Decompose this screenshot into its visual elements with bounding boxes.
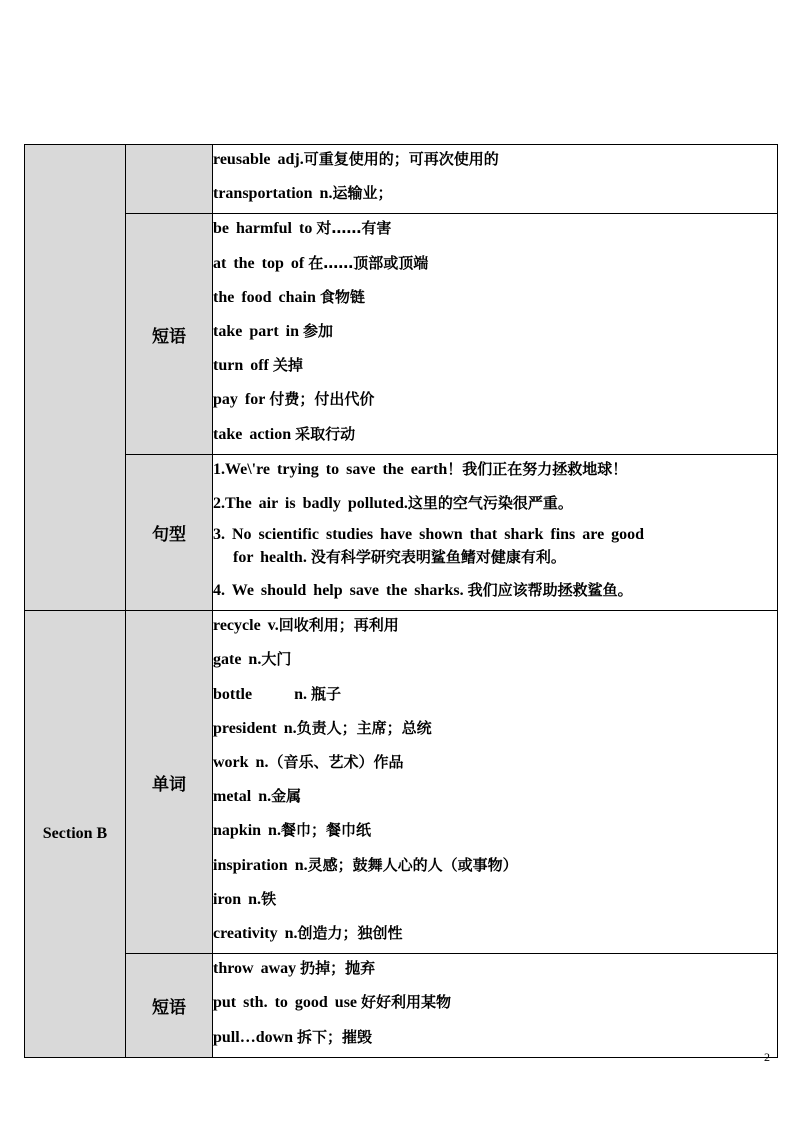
list-item: put sth. to good use 好好利用某物 (213, 993, 452, 1012)
list-item: gate n.大门 (213, 650, 292, 669)
list-item: 4. We should help save the sharks. 我们应该帮助拯救鲨鱼。 (213, 581, 633, 600)
list-item: metal n.金属 (213, 787, 302, 806)
table-row (25, 954, 778, 1058)
table-row (25, 454, 778, 611)
list-item: pay for 付费；付出代价 (213, 390, 375, 409)
list-item: inspiration n.灵感；鼓舞人心的人（或事物） (213, 855, 518, 874)
list-item: president n.负责人；主席；总统 (213, 718, 432, 737)
content-cell (213, 954, 778, 1058)
list-item: 1.We\'re trying to save the earth！我们正在努力拯救地球！ (213, 459, 628, 478)
list-item: turn off 关掉 (213, 356, 303, 375)
category-label: 短语 (126, 214, 213, 454)
section-cell-empty (25, 145, 126, 611)
content-cell (213, 454, 778, 611)
content-cell (213, 145, 778, 214)
list-item: take action 采取行动 (213, 424, 356, 443)
list-item: reusable adj.可重复使用的；可再次使用的 (213, 150, 499, 168)
list-item: the food chain 食物链 (213, 287, 365, 306)
list-item: transportation n.运输业； (213, 184, 393, 203)
vocabulary-table (24, 144, 778, 1058)
list-item: napkin n.餐巾；餐巾纸 (213, 821, 371, 840)
table-row (25, 214, 778, 454)
category-label: 句型 (126, 454, 213, 611)
list-item: throw away 扔掉；抛弃 (213, 959, 376, 978)
list-item: creativity n.创造力；独创性 (213, 923, 403, 942)
list-item: pull…down 拆下；摧毁 (213, 1027, 373, 1046)
list-item: at the top of 在……顶部或顶端 (213, 253, 429, 272)
content-cell (213, 611, 778, 954)
category-cell-empty (126, 145, 213, 214)
list-item: 3. No scientific studies have shown that shark fins are good for health. 没有科学研究表明鲨鱼鳍对健康有利。 (213, 526, 645, 567)
table-row (25, 611, 778, 954)
page-number: 2 (764, 1050, 770, 1064)
content-cell (213, 214, 778, 454)
table-row (25, 145, 778, 214)
section-label: Section B (25, 611, 126, 1057)
list-item: 2.The air is badly polluted.这里的空气污染很严重。 (213, 493, 573, 512)
category-label: 短语 (126, 954, 213, 1058)
list-item: be harmful to 对……有害 (213, 219, 392, 238)
list-item: bottle n. 瓶子 (213, 684, 342, 703)
list-item: iron n.铁 (213, 889, 277, 908)
list-item: recycle v.回收利用；再利用 (213, 616, 399, 635)
category-label: 单词 (126, 611, 213, 954)
list-item: work n.（音乐、艺术）作品 (213, 753, 404, 771)
list-item: take part in 参加 (213, 321, 334, 340)
